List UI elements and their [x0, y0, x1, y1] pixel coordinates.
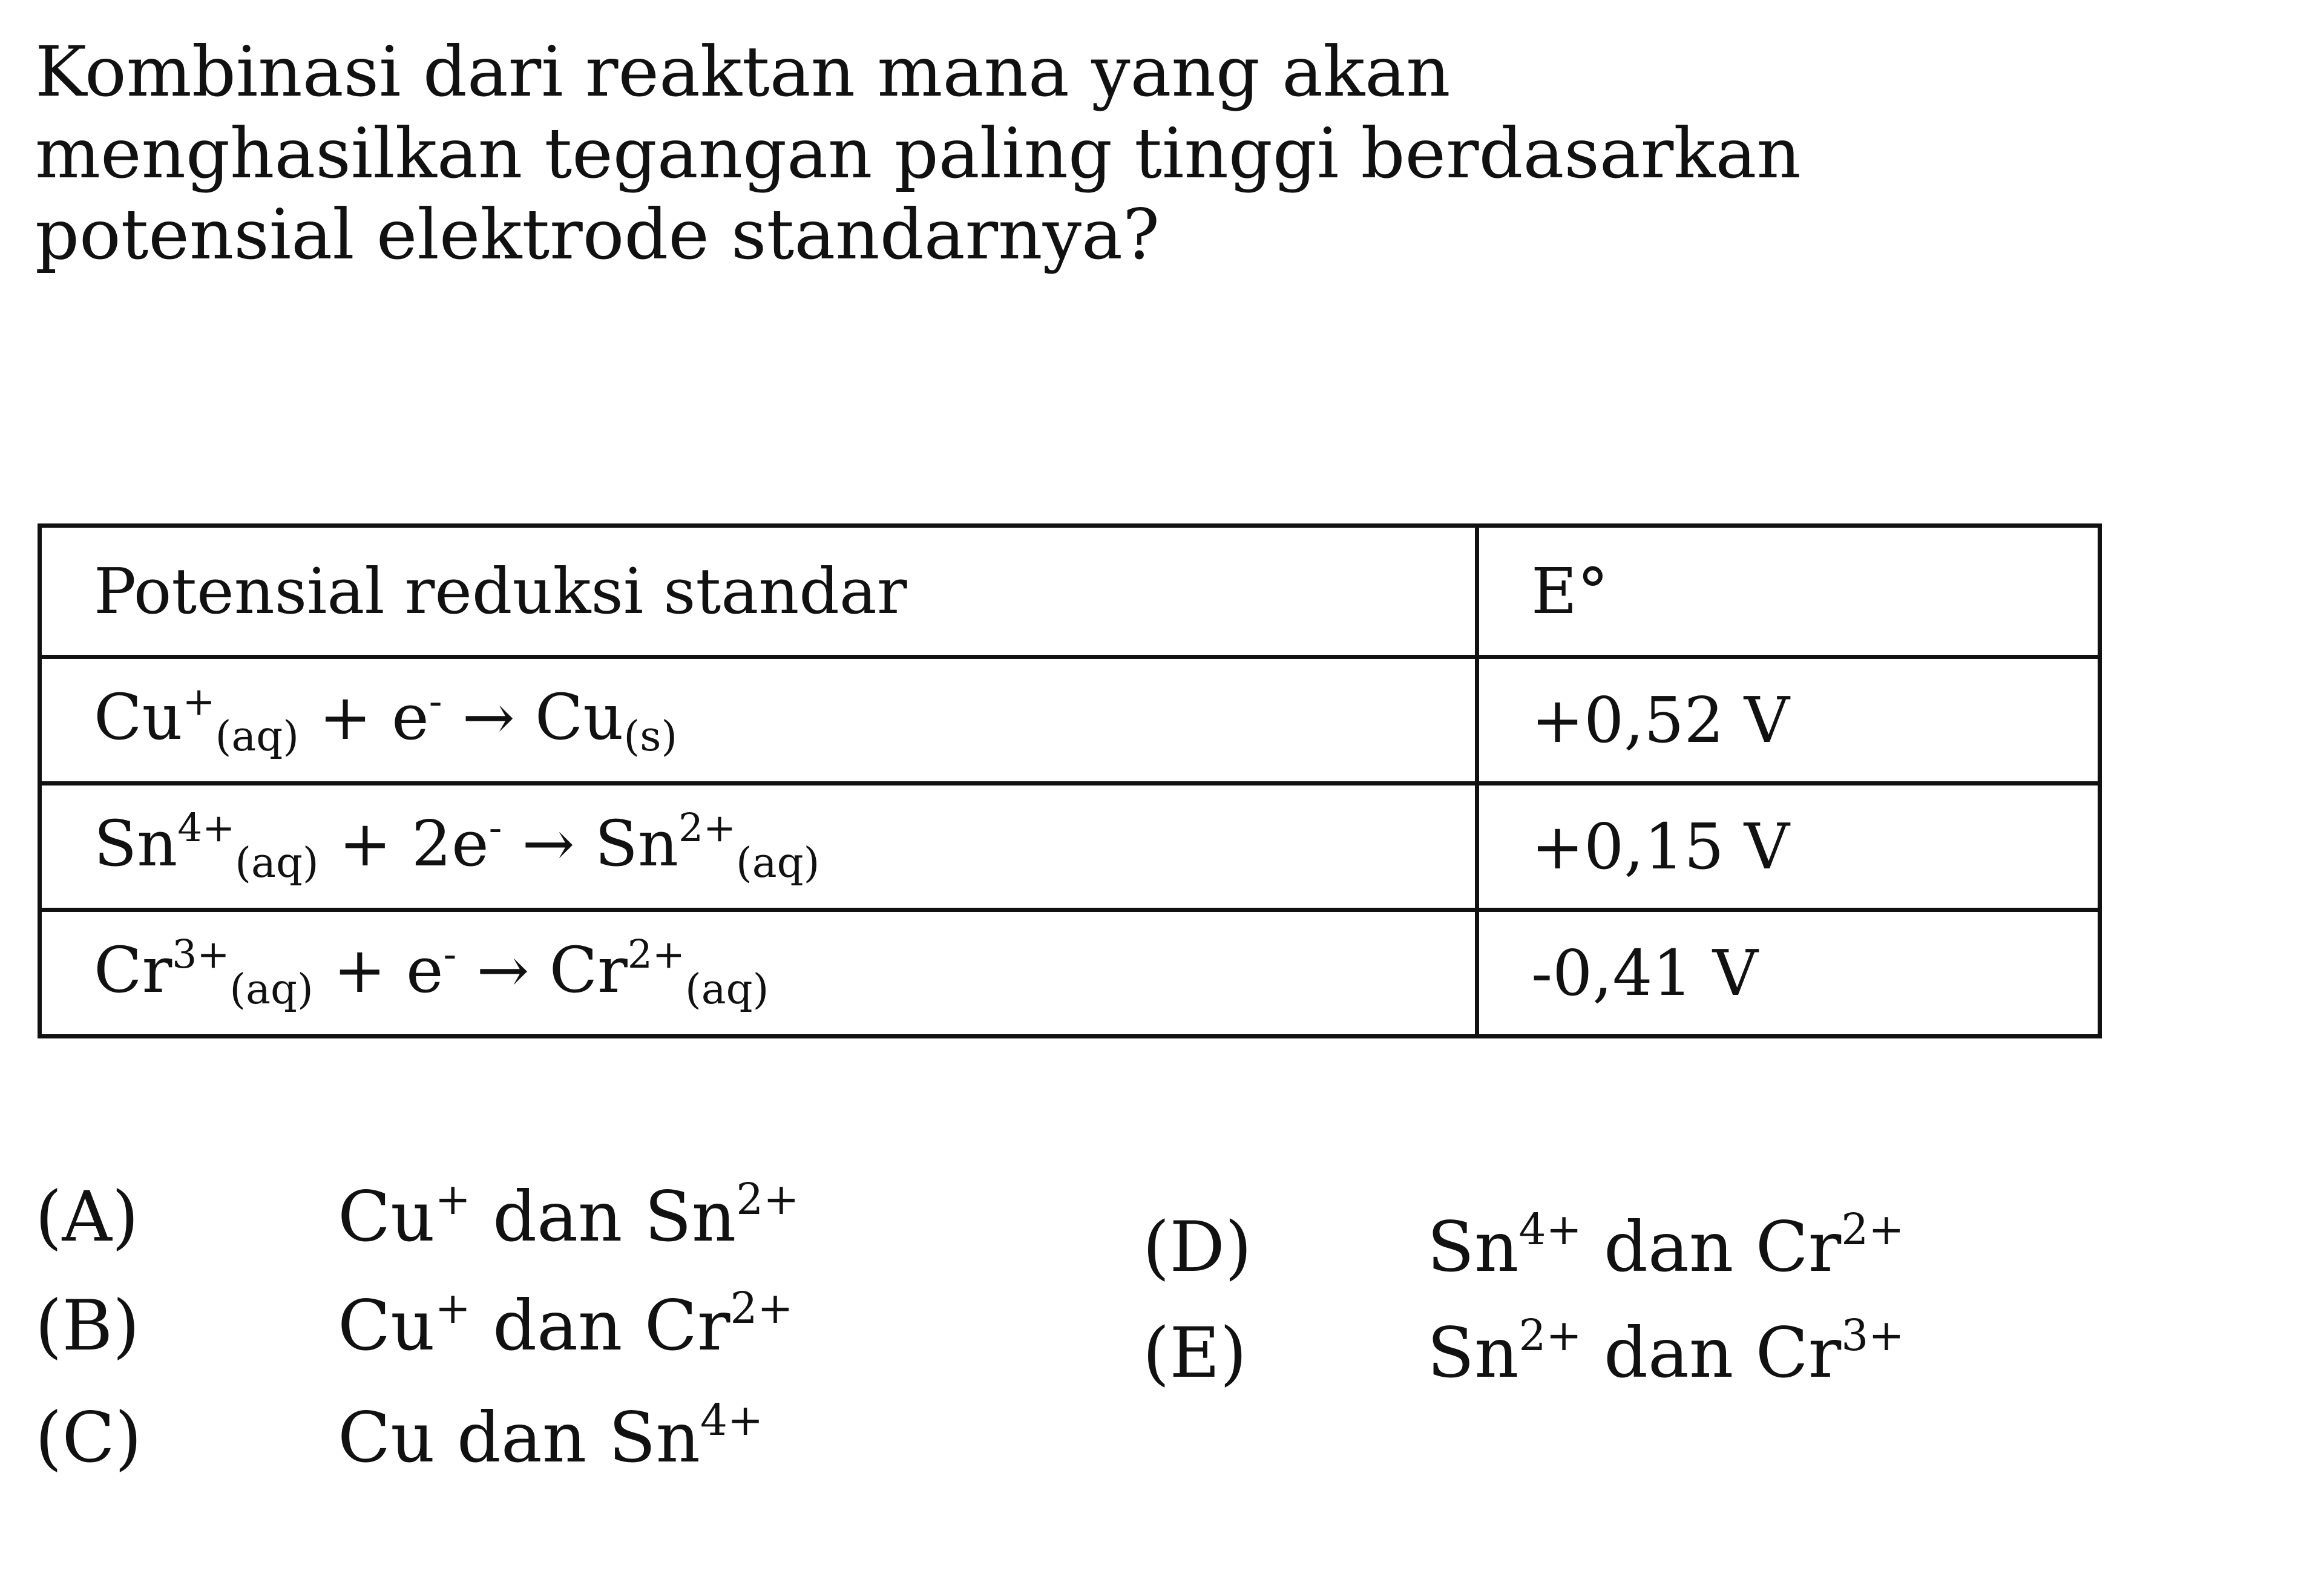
electron-term: + e [298, 680, 429, 755]
species-1-charge: 2+ [1518, 1310, 1582, 1360]
species-2-charge: 2+ [1841, 1204, 1905, 1255]
reactant-charge: + [182, 679, 215, 725]
product-state: (aq) [736, 839, 820, 888]
reactant-symbol: Cr [94, 933, 172, 1008]
option-letter: (D) [1143, 1206, 1252, 1287]
species-2: Cr [1755, 1312, 1842, 1393]
reaction-cell [40, 657, 1477, 784]
option-text [1427, 1310, 1904, 1393]
option-letter: (E) [1143, 1312, 1247, 1393]
potential-value: +0,52 V [1477, 657, 2100, 784]
option-d[interactable] [1143, 1204, 1904, 1287]
species-1: Cu [338, 1397, 435, 1478]
reaction-arrow: → [456, 933, 550, 1008]
conjunction: dan [470, 1285, 645, 1366]
species-1: Cu [338, 1285, 435, 1366]
table-row [40, 657, 2100, 784]
product-charge: 2+ [627, 932, 685, 978]
potential-value: -0,41 V [1477, 910, 2100, 1037]
conjunction: dan [470, 1176, 645, 1257]
question-line-2: menghasilkan tegangan paling tinggi berdasarkan [35, 113, 1801, 194]
option-text [338, 1174, 799, 1257]
species-2: Sn [644, 1176, 737, 1257]
product-symbol: Cu [534, 680, 624, 755]
reactant-state: (aq) [235, 839, 319, 888]
species-1-charge: 4+ [1518, 1204, 1582, 1255]
reactant-state: (aq) [229, 965, 313, 1014]
option-letter: (B) [35, 1285, 140, 1366]
electron-term: + e [313, 933, 444, 1008]
electron-charge: - [488, 805, 502, 851]
reactant-charge: 4+ [177, 805, 235, 851]
table-header-row [40, 526, 2100, 657]
header-potential: E° [1477, 526, 2100, 657]
species-1: Sn [1427, 1206, 1519, 1287]
reaction-arrow: → [502, 807, 595, 881]
option-b[interactable] [35, 1283, 793, 1366]
electron-charge: - [443, 932, 457, 978]
conjunction: dan [1581, 1312, 1756, 1393]
electron-term: + 2e [318, 807, 489, 881]
reactant-charge: 3+ [172, 932, 230, 978]
option-text [1427, 1204, 1904, 1287]
conjunction: dan [1581, 1206, 1756, 1287]
option-text [338, 1283, 793, 1366]
product-charge: 2+ [678, 805, 736, 851]
option-e[interactable] [1143, 1310, 1904, 1393]
species-1-charge: + [435, 1174, 471, 1224]
reaction-cell [40, 910, 1477, 1037]
table-row [40, 784, 2100, 910]
reactant-symbol: Cu [94, 680, 183, 755]
question-text [35, 31, 2299, 276]
reactant-symbol: Sn [94, 807, 178, 881]
species-2: Sn [608, 1397, 701, 1478]
species-2-charge: 2+ [730, 1283, 793, 1333]
product-symbol: Sn [594, 807, 678, 881]
product-symbol: Cr [549, 933, 628, 1008]
reaction-cell [40, 784, 1477, 910]
option-text [338, 1395, 763, 1478]
question-line-1: Kombinasi dari reaktan mana yang akan [35, 31, 1451, 112]
option-letter: (C) [35, 1397, 142, 1478]
option-c[interactable] [35, 1395, 763, 1478]
option-a[interactable] [35, 1174, 799, 1257]
table-row [40, 910, 2100, 1037]
species-2: Cr [1755, 1206, 1842, 1287]
potential-value: +0,15 V [1477, 784, 2100, 910]
species-1: Sn [1427, 1312, 1519, 1393]
question-line-3: potensial elektrode standarnya? [35, 194, 1160, 275]
product-state: (aq) [684, 965, 769, 1014]
species-1: Cu [338, 1176, 435, 1257]
option-letter: (A) [35, 1176, 139, 1257]
species-2-charge: 2+ [736, 1174, 799, 1224]
species-2-charge: 4+ [700, 1395, 764, 1445]
product-state: (s) [623, 712, 678, 761]
conjunction: dan [435, 1397, 609, 1478]
species-2-charge: 3+ [1841, 1310, 1905, 1360]
header-reaction: Potensial reduksi standar [40, 526, 1477, 657]
reduction-potential-table [38, 523, 2102, 1038]
reactant-state: (aq) [215, 712, 299, 761]
reaction-arrow: → [442, 680, 535, 755]
species-1-charge: + [435, 1283, 471, 1333]
species-2: Cr [644, 1285, 730, 1366]
electron-charge: - [428, 679, 442, 725]
